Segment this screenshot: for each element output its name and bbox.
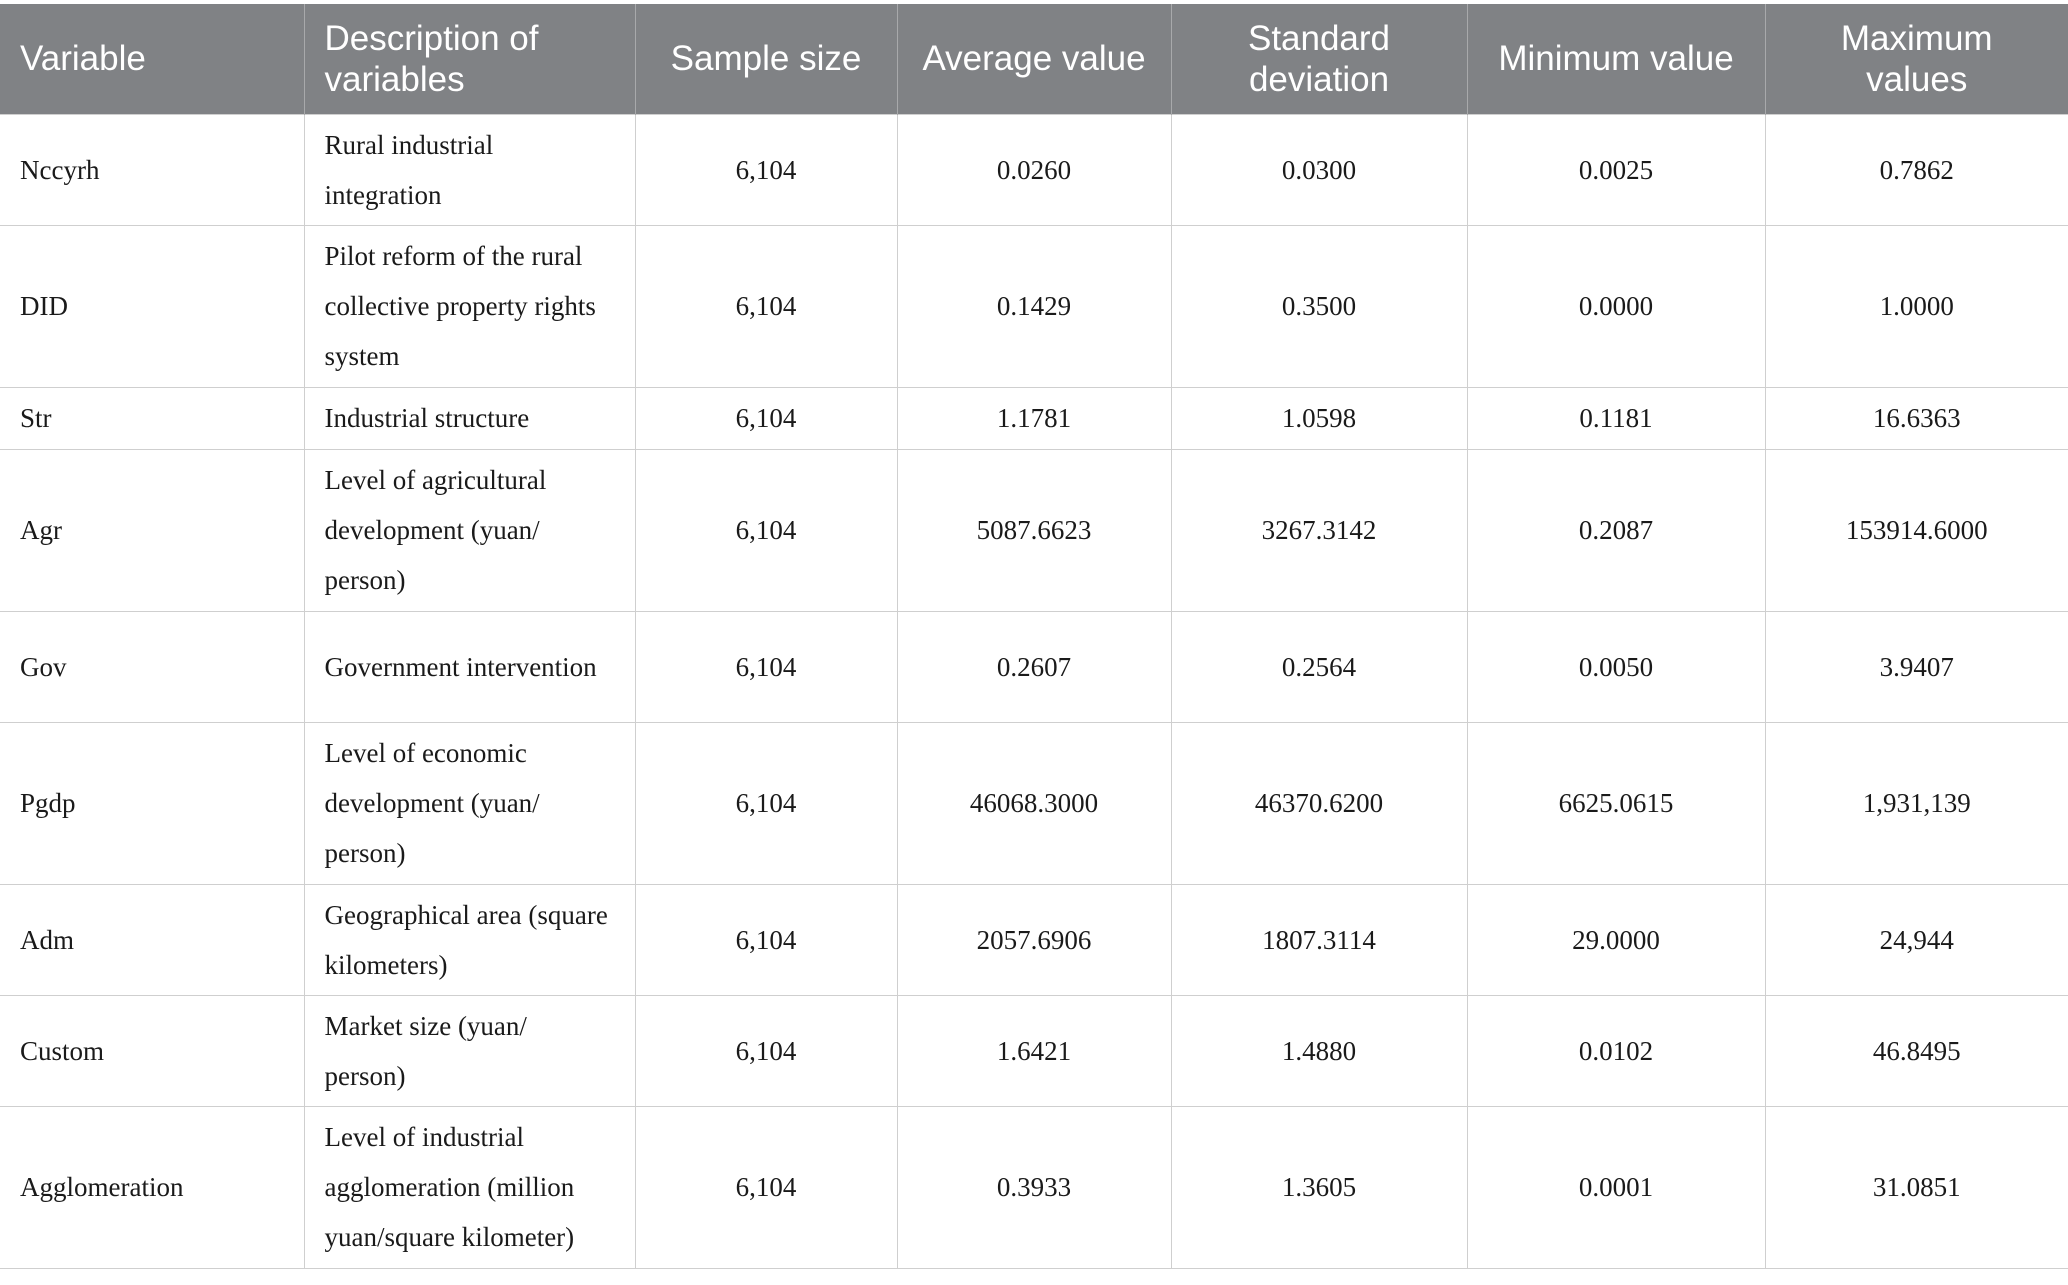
cell-std-dev: 1807.3114: [1171, 884, 1467, 995]
header-standard-deviation: Standard deviation: [1171, 4, 1467, 114]
cell-sample-size: 6,104: [635, 225, 897, 387]
cell-average: 0.3933: [897, 1106, 1171, 1268]
cell-average: 0.1429: [897, 225, 1171, 387]
cell-std-dev: 3267.3142: [1171, 449, 1467, 611]
table-row: [0, 1106, 2068, 1268]
cell-maximum: 16.6363: [1765, 387, 2068, 449]
cell-std-dev: 0.3500: [1171, 225, 1467, 387]
header-sample-size: Sample size: [635, 4, 897, 114]
cell-average: 1.6421: [897, 995, 1171, 1106]
cell-variable: Adm: [0, 884, 304, 995]
table-body: [0, 114, 2068, 1268]
table-header: [0, 4, 2068, 114]
cell-variable: Agglomeration: [0, 1106, 304, 1268]
cell-variable: Custom: [0, 995, 304, 1106]
cell-maximum: 24,944: [1765, 884, 2068, 995]
cell-maximum: 31.0851: [1765, 1106, 2068, 1268]
cell-minimum: 29.0000: [1467, 884, 1765, 995]
cell-std-dev: 0.0300: [1171, 114, 1467, 225]
cell-description: Market size (yuan/ person): [304, 995, 635, 1106]
cell-average: 46068.3000: [897, 722, 1171, 884]
cell-maximum: 3.9407: [1765, 611, 2068, 722]
cell-minimum: 0.0025: [1467, 114, 1765, 225]
summary-statistics-table-container: [0, 4, 2068, 1269]
table-row: [0, 722, 2068, 884]
cell-std-dev: 0.2564: [1171, 611, 1467, 722]
cell-average: 1.1781: [897, 387, 1171, 449]
cell-sample-size: 6,104: [635, 611, 897, 722]
cell-description: Level of agricultural development (yuan/ person): [304, 449, 635, 611]
header-minimum-value: Minimum value: [1467, 4, 1765, 114]
table-row: [0, 114, 2068, 225]
cell-variable: Agr: [0, 449, 304, 611]
cell-sample-size: 6,104: [635, 449, 897, 611]
summary-statistics-table: [0, 4, 2068, 1269]
cell-sample-size: 6,104: [635, 387, 897, 449]
header-maximum-values: Maximum values: [1765, 4, 2068, 114]
cell-variable: Nccyrh: [0, 114, 304, 225]
cell-average: 5087.6623: [897, 449, 1171, 611]
table-row: [0, 449, 2068, 611]
cell-average: 0.0260: [897, 114, 1171, 225]
table-row: [0, 387, 2068, 449]
cell-variable: DID: [0, 225, 304, 387]
cell-minimum: 0.0102: [1467, 995, 1765, 1106]
cell-std-dev: 1.3605: [1171, 1106, 1467, 1268]
table-row: [0, 884, 2068, 995]
cell-description: Geographical area (square kilometers): [304, 884, 635, 995]
cell-maximum: 153914.6000: [1765, 449, 2068, 611]
table-row: [0, 611, 2068, 722]
cell-minimum: 0.0001: [1467, 1106, 1765, 1268]
header-variable: Variable: [0, 4, 304, 114]
cell-std-dev: 1.0598: [1171, 387, 1467, 449]
cell-description: Level of industrial agglomeration (million yuan/square kilometer): [304, 1106, 635, 1268]
cell-variable: Str: [0, 387, 304, 449]
cell-description: Industrial structure: [304, 387, 635, 449]
cell-variable: Pgdp: [0, 722, 304, 884]
cell-maximum: 0.7862: [1765, 114, 2068, 225]
table-row: [0, 225, 2068, 387]
cell-average: 2057.6906: [897, 884, 1171, 995]
cell-minimum: 0.2087: [1467, 449, 1765, 611]
cell-sample-size: 6,104: [635, 884, 897, 995]
cell-description: Rural industrial integration: [304, 114, 635, 225]
cell-sample-size: 6,104: [635, 114, 897, 225]
cell-sample-size: 6,104: [635, 722, 897, 884]
header-row: [0, 4, 2068, 114]
cell-sample-size: 6,104: [635, 995, 897, 1106]
cell-std-dev: 1.4880: [1171, 995, 1467, 1106]
cell-maximum: 46.8495: [1765, 995, 2068, 1106]
cell-description: Pilot reform of the rural collective property rights system: [304, 225, 635, 387]
cell-minimum: 0.1181: [1467, 387, 1765, 449]
table-row: [0, 995, 2068, 1106]
cell-minimum: 0.0000: [1467, 225, 1765, 387]
header-description: Description of variables: [304, 4, 635, 114]
cell-variable: Gov: [0, 611, 304, 722]
cell-description: Government intervention: [304, 611, 635, 722]
cell-sample-size: 6,104: [635, 1106, 897, 1268]
cell-minimum: 6625.0615: [1467, 722, 1765, 884]
header-average-value: Average value: [897, 4, 1171, 114]
cell-maximum: 1.0000: [1765, 225, 2068, 387]
cell-average: 0.2607: [897, 611, 1171, 722]
cell-minimum: 0.0050: [1467, 611, 1765, 722]
cell-std-dev: 46370.6200: [1171, 722, 1467, 884]
cell-maximum: 1,931,139: [1765, 722, 2068, 884]
cell-description: Level of economic development (yuan/ person): [304, 722, 635, 884]
